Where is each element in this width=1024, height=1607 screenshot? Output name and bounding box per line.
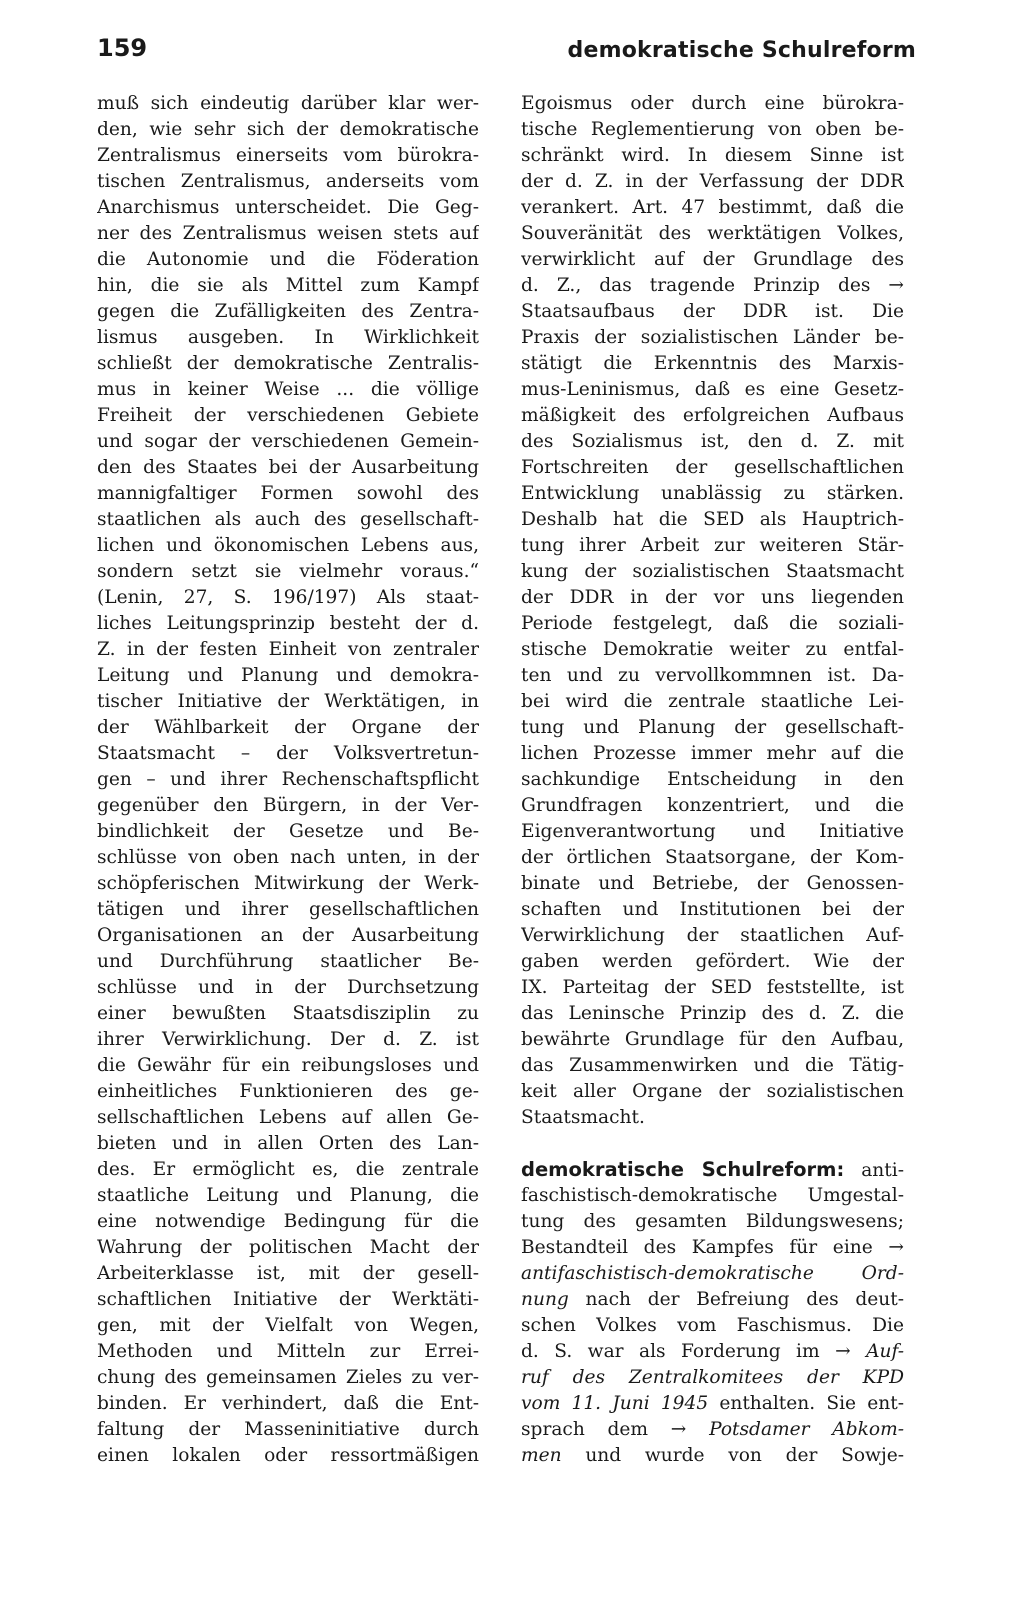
text-line: und sogar der verschiedenen Gemein- [97, 431, 479, 452]
text-line: tische Reglementierung von oben be- [521, 119, 904, 140]
text-line: bei wird die zentrale staatliche Lei- [521, 691, 904, 712]
text-line: kung der sozialistischen Staatsmacht [521, 561, 904, 582]
text-line: stische Demokratie weiter zu entfal- [521, 639, 904, 660]
text-line: Wahrung der politischen Macht der [97, 1237, 479, 1258]
text-line: tung und Planung der gesellschaft- [521, 717, 904, 738]
text-line: das Leninsche Prinzip des d. Z. die [521, 1003, 904, 1024]
text-line: mäßigkeit des erfolgreichen Aufbaus [521, 405, 904, 426]
text-line: schlüsse von oben nach unten, in der [97, 847, 479, 868]
running-head [97, 34, 916, 74]
entry-line [521, 1443, 904, 1469]
entry-text: anti- [844, 1160, 904, 1181]
text-line: IX. Parteitag der SED feststellte, ist [521, 977, 904, 998]
text-line: Deshalb hat die SED als Hauptrich- [521, 509, 904, 530]
text-line: binden. Er verhindert, daß die Ent- [97, 1393, 479, 1414]
text-line: Egoismus oder durch eine bürokra- [521, 93, 904, 114]
entry-text: enthalten. Sie ent- [708, 1393, 904, 1414]
entry-line: Bestandteil des Kampfes für eine → [521, 1237, 904, 1258]
text-line: Souveränität des werktätigen Volkes, [521, 223, 904, 244]
page-number: 159 [97, 34, 148, 62]
text-line: Staatsaufbaus der DDR ist. Die [521, 301, 904, 322]
text-line: keit aller Organe der sozialistischen [521, 1081, 904, 1102]
cross-reference: Potsdamer Abkom- [709, 1419, 904, 1440]
text-line: Praxis der sozialistischen Länder be- [521, 327, 904, 348]
cross-reference: antifaschistisch-demokratische Ord- [521, 1263, 904, 1284]
entry-line: schen Volkes vom Faschismus. Die [521, 1315, 904, 1336]
text-line: eine notwendige Bedingung für die [97, 1211, 479, 1232]
text-line: ten und zu vervollkommnen ist. Da- [521, 665, 904, 686]
text-line: gen, mit der Vielfalt von Wegen, [97, 1315, 479, 1336]
text-line: bewährte Grundlage für den Aufbau, [521, 1029, 904, 1050]
text-line: Z. in der festen Einheit von zentraler [97, 639, 479, 660]
text-line: mus-Leninismus, daß es eine Gesetz- [521, 379, 904, 400]
text-line: faltung der Masseninitiative durch [97, 1419, 479, 1440]
cross-reference: men [521, 1445, 562, 1466]
entry-text: nach der Befreiung des deut- [568, 1289, 904, 1310]
text-line: stätigt die Erkenntnis des Marxis- [521, 353, 904, 374]
text-line: Arbeiterklasse ist, mit der gesell- [97, 1263, 479, 1284]
text-line: der d. Z. in der Verfassung der DDR [521, 171, 904, 192]
text-line: Staatsmacht. [521, 1107, 645, 1128]
text-line: einheitliches Funktionieren des ge- [97, 1081, 479, 1102]
text-line: des. Er ermöglicht es, die zentrale [97, 1159, 479, 1180]
entry-line [521, 1391, 904, 1417]
text-line: Anarchismus unterscheidet. Die Geg- [97, 197, 479, 218]
entry-line: faschistisch-demokratische Umgestal- [521, 1185, 904, 1206]
text-line: des Sozialismus ist, den d. Z. mit [521, 431, 904, 452]
text-line: lismus ausgeben. In Wirklichkeit [97, 327, 479, 348]
text-line: das Zusammenwirken und die Tätig- [521, 1055, 904, 1076]
left-column [97, 91, 479, 1469]
running-title: demokratische Schulreform [567, 38, 916, 63]
text-line: tätigen und ihrer gesellschaftlichen [97, 899, 479, 920]
entry-line [521, 1417, 904, 1443]
text-line: den des Staates bei der Ausarbeitung [97, 457, 479, 478]
entry-demokratische-schulreform [521, 1157, 904, 1469]
text-line: d. Z., das tragende Prinzip des → [521, 275, 904, 296]
text-line: ner des Zentralismus weisen stets auf [97, 223, 479, 244]
text-line: bieten und in allen Orten des Lan- [97, 1133, 479, 1154]
text-line: schlüsse und in der Durchsetzung [97, 977, 479, 998]
cross-reference: vom 11. Juni 1945 [521, 1393, 709, 1414]
text-line: lichen und ökonomischen Lebens aus, [97, 535, 479, 556]
text-line: ihrer Verwirklichung. Der d. Z. ist [97, 1029, 479, 1050]
entry-text: d. S. war als Forderung im → [521, 1341, 867, 1362]
text-line: mannigfaltiger Formen sowohl des [97, 483, 479, 504]
text-line: einer bewußten Staatsdisziplin zu [97, 1003, 479, 1024]
text-line: liches Leitungsprinzip besteht der d. [97, 613, 479, 634]
text-line: hin, die sie als Mittel zum Kampf [97, 275, 479, 296]
text-line: Verwirklichung der staatlichen Auf- [521, 925, 904, 946]
text-line: Grundfragen konzentriert, und die [521, 795, 904, 816]
text-line: lichen Prozesse immer mehr auf die [521, 743, 904, 764]
entry-text: und wurde von der Sowje- [561, 1445, 904, 1466]
entry-lemma: demokratische Schulreform: [521, 1158, 845, 1181]
text-line: tischen Zentralismus, anderseits vom [97, 171, 479, 192]
text-line: der örtlichen Staatsorgane, der Kom- [521, 847, 904, 868]
text-line: schaften und Institutionen bei der [521, 899, 904, 920]
text-line: binate und Betriebe, der Genossen- [521, 873, 904, 894]
text-line: gen – und ihrer Rechenschaftspflicht [97, 769, 479, 790]
entry-line: tung des gesamten Bildungswesens; [521, 1211, 904, 1232]
text-line: Periode festgelegt, daß die soziali- [521, 613, 904, 634]
text-line: sondern setzt sie vielmehr voraus.“ [97, 561, 479, 582]
entry-line [521, 1157, 904, 1183]
text-line: Fortschreiten der gesellschaftlichen [521, 457, 904, 478]
text-line: Freiheit der verschiedenen Gebiete [97, 405, 479, 426]
text-line: gegenüber den Bürgern, in der Ver- [97, 795, 479, 816]
text-line: Zentralismus einerseits vom bürokra- [97, 145, 479, 166]
text-line: schöpferischen Mitwirkung der Werk- [97, 873, 479, 894]
entry-text: sprach dem → [521, 1419, 710, 1440]
cross-reference: ruf des Zentralkomitees der KPD [521, 1367, 904, 1388]
text-line: den, wie sehr sich der demokratische [97, 119, 479, 140]
text-line: sachkundige Entscheidung in den [521, 769, 904, 790]
text-line: chung des gemeinsamen Zieles zu ver- [97, 1367, 479, 1388]
text-line: gegen die Zufälligkeiten des Zentra- [97, 301, 479, 322]
text-line: schaftlichen Initiative der Werktäti- [97, 1289, 479, 1310]
text-line: verwirklicht auf der Grundlage des [521, 249, 904, 270]
right-column [521, 91, 904, 1469]
entry-spacer [521, 1131, 904, 1157]
text-line: einen lokalen oder ressortmäßigen [97, 1445, 479, 1466]
text-line: staatlichen als auch des gesellschaft- [97, 509, 479, 530]
cross-reference: nung [521, 1289, 569, 1310]
entry-line [521, 1339, 904, 1365]
text-line: der Wählbarkeit der Organe der [97, 717, 479, 738]
text-line: und Durchführung staatlicher Be- [97, 951, 479, 972]
text-line: gaben werden gefördert. Wie der [521, 951, 904, 972]
text-line: Methoden und Mitteln zur Errei- [97, 1341, 479, 1362]
text-line: tung ihrer Arbeit zur weiteren Stär- [521, 535, 904, 556]
entry-line [521, 1287, 904, 1313]
text-line: die Gewähr für ein reibungsloses und [97, 1055, 479, 1076]
text-line: bindlichkeit der Gesetze und Be- [97, 821, 479, 842]
text-line: der DDR in der vor uns liegenden [521, 587, 904, 608]
text-line: die Autonomie und die Föderation [97, 249, 479, 270]
text-line: (Lenin, 27, S. 196/197) Als staat- [97, 587, 479, 608]
cross-reference: Auf- [866, 1341, 904, 1362]
text-line: Organisationen an der Ausarbeitung [97, 925, 479, 946]
text-line: tischer Initiative der Werktätigen, in [97, 691, 479, 712]
text-line: muß sich eindeutig darüber klar wer- [97, 93, 479, 114]
text-line: schließt der demokratische Zentralis- [97, 353, 479, 374]
text-line: staatliche Leitung und Planung, die [97, 1185, 479, 1206]
text-line: schränkt wird. In diesem Sinne ist [521, 145, 904, 166]
text-line: mus in keiner Weise ... die völlige [97, 379, 479, 400]
text-line: Leitung und Planung und demokra- [97, 665, 479, 686]
text-line: Eigenverantwortung und Initiative [521, 821, 904, 842]
text-line: sellschaftlichen Lebens auf allen Ge- [97, 1107, 479, 1128]
text-line: verankert. Art. 47 bestimmt, daß die [521, 197, 904, 218]
text-line: Entwicklung unablässig zu stärken. [521, 483, 904, 504]
text-line: Staatsmacht – der Volksvertretun- [97, 743, 479, 764]
right-column-continuation [521, 91, 904, 1131]
